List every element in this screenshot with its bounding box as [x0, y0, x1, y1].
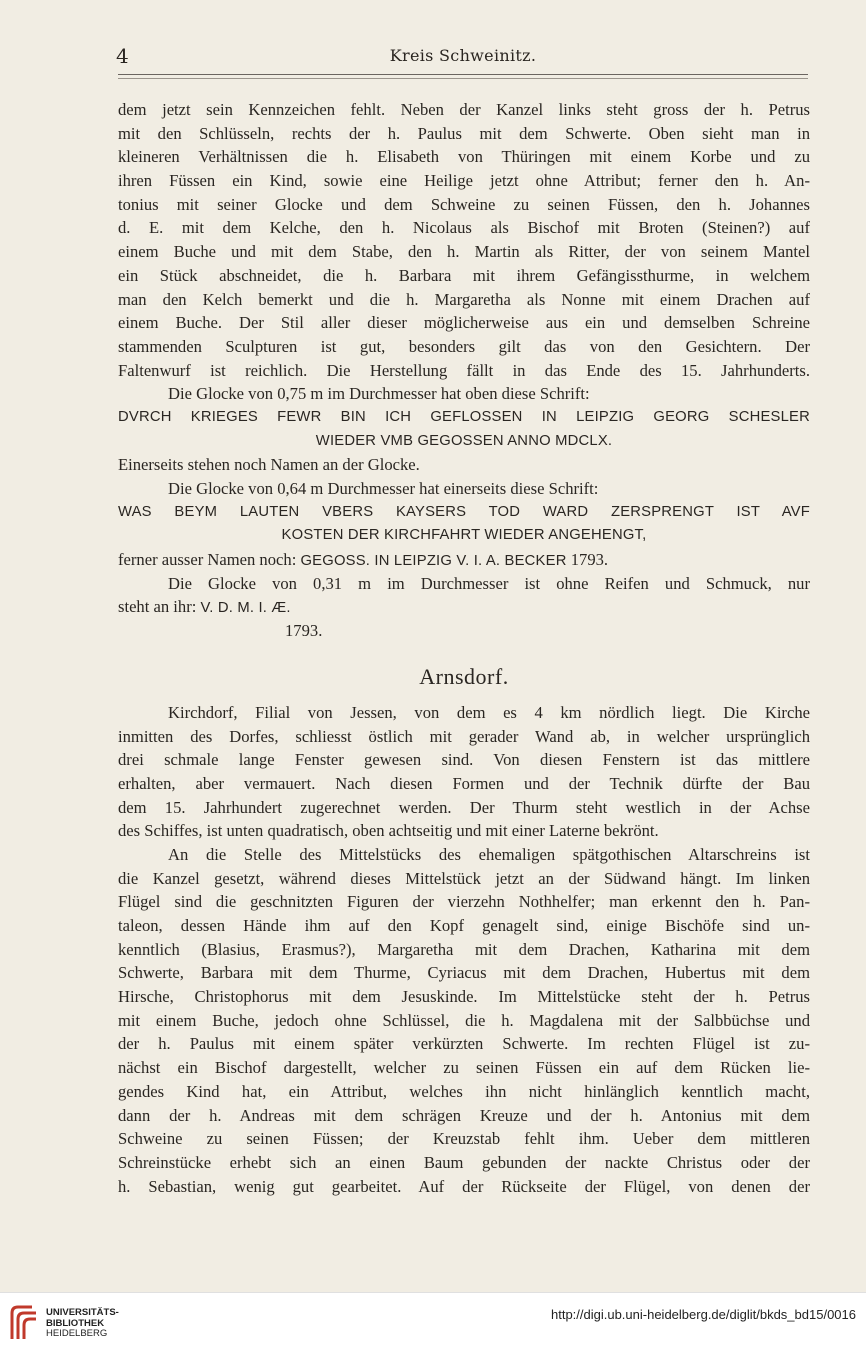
text-line: An die Stelle des Mittelstücks des ehemaligen spätgothischen Altarschreins ist	[168, 844, 810, 864]
institution-line3: HEIDELBERG	[46, 1328, 108, 1339]
text-line: Kirchdorf, Filial von Jessen, von dem es 4 km nördlich liegt. Die Kirche	[168, 702, 810, 722]
text-line: einem Buche und mit dem Stabe, den h. Martin als Ritter, der von seinem Mantel	[118, 242, 810, 262]
text-line: Faltenwurf ist reichlich. Die Herstellung fällt in das Ende des 15. Jahrhunderts.	[118, 360, 810, 380]
library-logo-icon[interactable]	[8, 1305, 38, 1341]
text-line: d. E. mit dem Kelche, den h. Nicolaus als Bischof mit Broten (Steinen?) auf	[118, 218, 810, 238]
bell3-line2-prefix: steht an ihr:	[118, 597, 197, 617]
bell2-names-year: 1793.	[570, 550, 609, 570]
text-line: man den Kelch bemerkt und die h. Margaretha als Nonne mit einem Drachen auf	[118, 289, 810, 309]
header-rule	[118, 74, 808, 75]
institution-line1: UNIVERSITÄTS-	[46, 1307, 119, 1318]
source-url-link[interactable]: http://digi.ub.uni-heidelberg.de/diglit/bkds_bd15/0016	[550, 1307, 856, 1322]
page-number: 4	[116, 44, 129, 68]
running-title: Kreis Schweinitz.	[389, 46, 537, 65]
bell3-year: 1793.	[285, 621, 323, 641]
text-line: der h. Paulus mit einem später verkürzten Schwerte. Im rechten Flügel ist zu-	[118, 1034, 810, 1054]
bell3-inscription: V. D. M. I. Æ.	[200, 600, 291, 617]
text-line: taleon, dessen Hände ihm auf den Kopf genagelt sind, einige Bischöfe sind un-	[118, 916, 810, 935]
text-line: die Kanzel gesetzt, während dieses Mittelstück jetzt an der Südwand hängt. Im linken	[118, 868, 810, 888]
header-rule-thin	[118, 78, 808, 79]
text-line: des Schiffes, ist unten quadratisch, oben achtseitig und mit einer Laterne bekrönt.	[118, 821, 659, 841]
text-line: Hirsche, Christophorus mit dem Jesuskinde. Im Mittelstücke steht der h. Petrus	[118, 987, 810, 1007]
text-line: Schweine zu seinen Füssen; der Kreuzstab fehlt ihm. Ueber dem mittleren	[118, 1129, 810, 1149]
body-text	[118, 98, 810, 1198]
text-line: drei schmale lange Fenster gewesen sind. Von diesen Fenstern ist das mittlere	[118, 750, 810, 770]
text-line: erhalten, aber vermauert. Nach diesen Formen und der Technik dürfte der Bau	[118, 773, 810, 793]
institution-line2: BIBLIOTHEK	[46, 1317, 105, 1329]
bell2-names-line	[118, 548, 810, 572]
text-line: dem jetzt sein Kennzeichen fehlt. Neben der Kanzel links steht gross der h. Petrus	[118, 100, 810, 119]
institution-name	[46, 1308, 119, 1340]
text-line: kenntlich (Blasius, Erasmus?), Margaretha mit dem Drachen, Katharina mit dem	[118, 939, 810, 959]
bell2-inscription-line2: KOSTEN DER KIRCHFAHRT WIEDER ANGEHENGT,	[281, 527, 647, 544]
bell3-line1: Die Glocke von 0,31 m im Durchmesser ist ohne Reifen und Schmuck, nur	[168, 573, 810, 593]
section-title: Arnsdorf.	[419, 663, 509, 689]
bell3-line2	[118, 595, 810, 619]
text-line: ihren Füssen ein Kind, sowie eine Heilige jetzt ohne Attribut; ferner den h. An-	[118, 171, 810, 191]
bell2-intro: Die Glocke von 0,64 m Durchmesser hat einerseits diese Schrift:	[168, 479, 599, 498]
page-header	[116, 44, 810, 74]
bell1-inscription-line2: WIEDER VMB GEGOSSEN ANNO MDCLX.	[315, 432, 613, 449]
text-line: mit den Schlüsseln, rechts der h. Paulus mit dem Schwerte. Oben sieht man in	[118, 123, 810, 143]
text-line: dem 15. Jahrhundert zugerechnet werden. Der Thurm steht westlich in der Achse	[118, 797, 810, 817]
text-line: ein Stück abschneidet, die h. Barbara mit ihrem Gefängissthurme, in welchem	[118, 265, 810, 285]
bell2-inscription-line1: WAS BEYM LAUTEN VBERS KAYSERS TOD WARD ZERSPRENGT IST AVF	[118, 503, 810, 520]
footer-bar	[0, 1292, 866, 1354]
bell2-names-inscription: GEGOSS. IN LEIPZIG V. I. A. BECKER	[300, 553, 567, 570]
bell2-names-prefix: ferner ausser Namen noch:	[118, 550, 297, 570]
text-line: Schwerte, Barbara mit dem Thurme, Cyriacus mit dem Drachen, Hubertus mit dem	[118, 963, 810, 983]
text-line: gendes Kind hat, ein Attribut, welches ihn nicht hinlänglich kenntlich macht,	[118, 1081, 810, 1101]
text-line: stammenden Sculpturen ist gut, besonders gilt das von den Gesichtern. Der	[118, 336, 810, 356]
bell1-intro: Die Glocke von 0,75 m im Durchmesser hat oben diese Schrift:	[168, 384, 590, 404]
text-line: mit einem Buche, jedoch ohne Schlüssel, die h. Magdalena mit der Salbbüchse und	[118, 1010, 810, 1030]
text-line: einem Buche. Der Stil aller dieser möglicherweise aus ein und demselben Schreine	[118, 313, 810, 333]
bell1-inscription-line1: DVRCH KRIEGES FEWR BIN ICH GEFLOSSEN IN LEIPZIG GEORG SCHESLER	[118, 408, 810, 425]
text-line: nächst ein Bischof dargestellt, welcher zu seinen Füssen ein auf dem Rücken lie-	[118, 1058, 810, 1078]
text-line: Flügel sind die geschnitzten Figuren der vierzehn Nothhelfer; man erkennt den h. Pan-	[118, 892, 810, 912]
text-line: tonius mit seiner Glocke und dem Schweine zu seinen Füssen, den h. Johannes	[118, 194, 810, 214]
text-line: kleineren Verhältnissen die h. Elisabeth von Thüringen mit einem Korbe und zu	[118, 147, 810, 167]
text-line: dann der h. Andreas mit dem schrägen Kreuze und der h. Antonius mit dem	[118, 1105, 810, 1125]
text-line: Schreinstücke erhebt sich an einen Baum gebunden der nackte Christus oder der	[118, 1152, 810, 1172]
text-line: h. Sebastian, wenig gut gearbeitet. Auf der Rückseite der Flügel, von denen der	[118, 1176, 810, 1196]
bell1-side-note: Einerseits stehen noch Namen an der Glocke.	[118, 455, 420, 475]
text-line: inmitten des Dorfes, schliesst östlich mit gerader Wand ab, in welcher ursprünglich	[118, 726, 810, 746]
